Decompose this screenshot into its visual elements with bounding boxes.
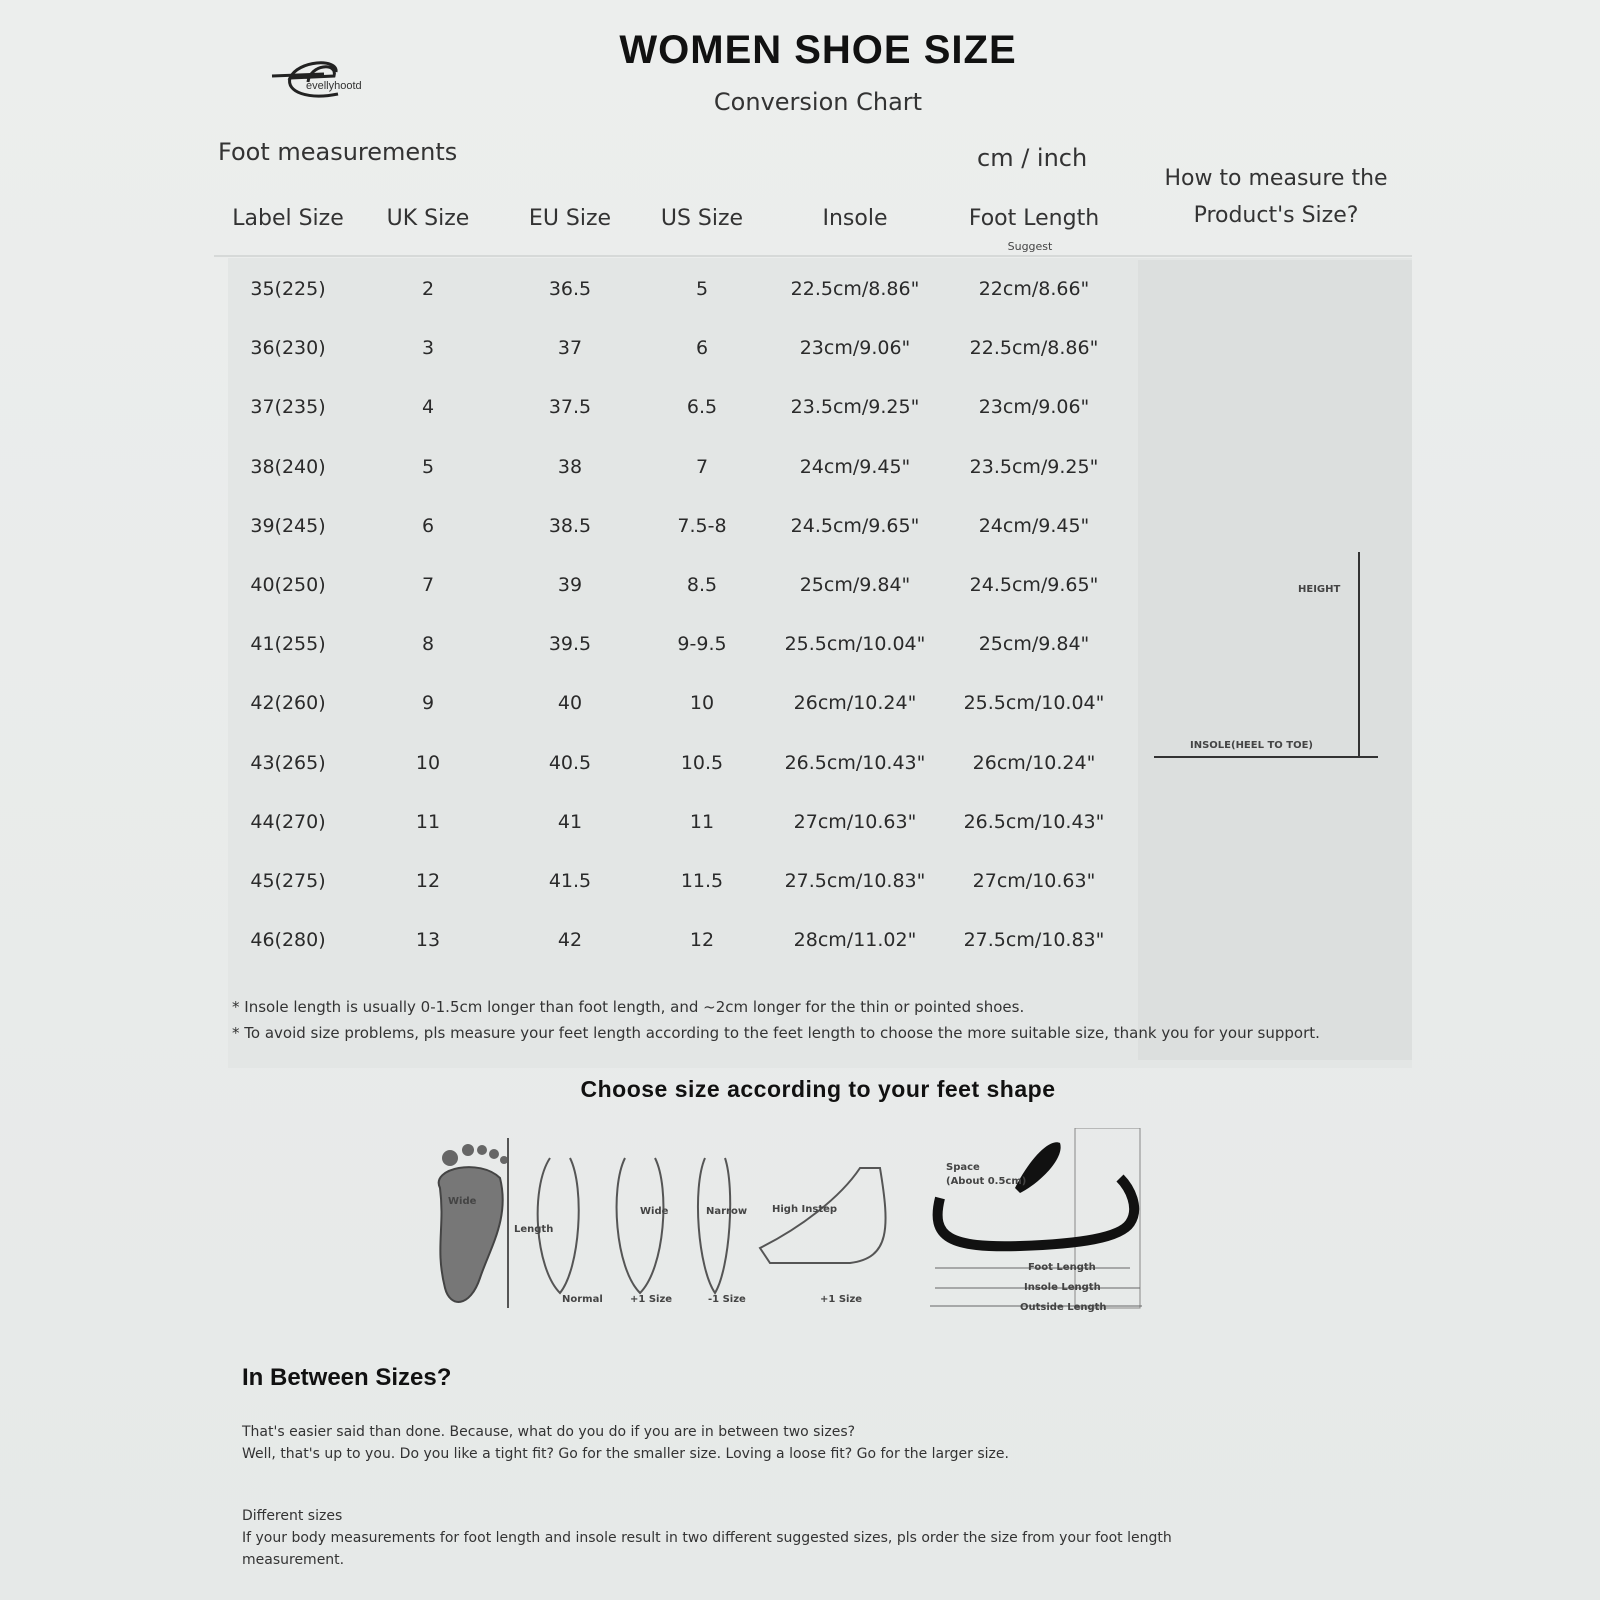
cell-foot-length: 22cm/8.66" [978, 278, 1090, 300]
table-row [0, 456, 1600, 496]
feet-label-narrow: Narrow [706, 1206, 748, 1217]
cell-label-size: 44(270) [250, 810, 326, 833]
cell-label-size: 43(265) [250, 751, 326, 774]
cell-uk-size: 5 [421, 455, 435, 478]
table-row [0, 515, 1600, 555]
cell-eu-size: 36.5 [548, 278, 592, 300]
cell-foot-length: 24.5cm/9.65" [969, 574, 1099, 596]
cell-foot-length: 27cm/10.63" [972, 870, 1096, 892]
cell-uk-size: 13 [415, 929, 441, 952]
cell-insole: 24cm/9.45" [799, 455, 911, 478]
cell-label-size: 36(230) [250, 337, 326, 360]
feet-shape-heading: Choose size according to your feet shape [580, 1076, 1056, 1102]
cell-label-size: 45(275) [250, 870, 326, 892]
cell-label-size: 38(240) [250, 455, 326, 478]
different-sizes-line-1: If your body measurements for foot length and insole result in two different suggested sizes, pls order the size from your foot length [242, 1530, 1172, 1546]
table-row [0, 811, 1600, 851]
suggest-label: Suggest [1007, 240, 1053, 253]
cell-eu-size: 37 [557, 337, 583, 360]
height-label: HEIGHT [1298, 584, 1341, 595]
howto-line-2: Product's Size? [1193, 203, 1359, 228]
feet-label-plus1-b: +1 Size [820, 1294, 863, 1305]
unit-label: cm / inch [977, 144, 1088, 172]
table-row [0, 633, 1600, 673]
different-sizes-line-2: measurement. [242, 1552, 345, 1568]
cell-eu-size: 40.5 [548, 751, 592, 774]
cell-uk-size: 12 [415, 870, 441, 892]
cell-uk-size: 9 [421, 692, 435, 715]
cell-insole: 24.5cm/9.65" [790, 514, 920, 537]
cell-insole: 27cm/10.63" [793, 810, 917, 833]
cell-us-size: 5 [695, 278, 709, 300]
feet-label-high-instep: High Instep [772, 1204, 838, 1215]
cell-label-size: 46(280) [250, 929, 326, 952]
cell-us-size: 6.5 [686, 396, 718, 419]
cell-us-size: 12 [689, 929, 715, 952]
header-foot-length: Foot Length [968, 206, 1100, 231]
cell-foot-length: 25.5cm/10.04" [963, 692, 1105, 715]
howto-line-1: How to measure the [1164, 166, 1388, 191]
cell-us-size: 10 [689, 692, 715, 715]
table-row [0, 929, 1600, 969]
feet-label-space: Space [946, 1162, 980, 1173]
cell-eu-size: 42 [557, 929, 583, 952]
note-1: * Insole length is usually 0-1.5cm longer than foot length, and ~2cm longer for the thin or pointed shoes. [232, 998, 1025, 1016]
cell-insole: 23cm/9.06" [799, 337, 911, 360]
table-row [0, 574, 1600, 614]
cell-uk-size: 10 [415, 751, 441, 774]
cell-us-size: 7 [695, 455, 709, 478]
cell-foot-length: 26cm/10.24" [972, 751, 1096, 774]
feet-label-minus1: -1 Size [708, 1294, 746, 1305]
table-row [0, 692, 1600, 732]
cell-label-size: 39(245) [250, 514, 326, 537]
header-divider [214, 255, 1412, 257]
cell-insole: 28cm/11.02" [793, 929, 917, 952]
note-2: * To avoid size problems, pls measure your feet length according to the feet length to choose the more suitable size, thank you for your support. [232, 1024, 1320, 1042]
cell-foot-length: 25cm/9.84" [978, 633, 1090, 656]
cell-foot-length: 26.5cm/10.43" [963, 810, 1105, 833]
cell-eu-size: 41.5 [548, 870, 592, 892]
header-us-size: US Size [660, 206, 744, 231]
cell-insole: 22.5cm/8.86" [790, 278, 920, 300]
cell-label-size: 35(225) [250, 278, 326, 300]
cell-us-size: 7.5-8 [677, 514, 727, 537]
insole-label: INSOLE(HEEL TO TOE) [1190, 740, 1313, 751]
cell-label-size: 41(255) [250, 633, 326, 656]
cell-foot-length: 22.5cm/8.86" [969, 337, 1099, 360]
header-insole: Insole [822, 206, 888, 231]
in-between-line-1: That's easier said than done. Because, what do you do if you are in between two sizes? [242, 1424, 856, 1440]
cell-insole: 23.5cm/9.25" [790, 396, 920, 419]
cell-foot-length: 27.5cm/10.83" [963, 929, 1105, 952]
cell-uk-size: 4 [421, 396, 435, 419]
header-eu-size: EU Size [528, 206, 612, 231]
header-uk-size: UK Size [386, 206, 470, 231]
cell-insole: 25.5cm/10.04" [784, 633, 926, 656]
cell-eu-size: 37.5 [548, 396, 592, 419]
feet-label-foot-length: Foot Length [1028, 1262, 1096, 1273]
cell-us-size: 6 [695, 337, 709, 360]
cell-uk-size: 3 [421, 337, 435, 360]
cell-uk-size: 6 [421, 514, 435, 537]
different-sizes-heading: Different sizes [242, 1508, 343, 1524]
insole-axis [1154, 756, 1378, 758]
cell-us-size: 10.5 [680, 751, 724, 774]
feet-label-wide-2: Wide [640, 1206, 669, 1217]
feet-label-wide: Wide [448, 1196, 477, 1207]
cell-insole: 25cm/9.84" [799, 574, 911, 596]
cell-label-size: 42(260) [250, 692, 326, 715]
cell-insole: 26.5cm/10.43" [784, 751, 926, 774]
feet-label-outside-length: Outside Length [1020, 1302, 1107, 1313]
header-label-size: Label Size [232, 206, 344, 231]
cell-eu-size: 41 [557, 810, 583, 833]
cell-us-size: 9-9.5 [677, 633, 727, 656]
table-row [0, 337, 1600, 377]
table-row [0, 870, 1600, 910]
cell-eu-size: 39.5 [548, 633, 592, 656]
section-label: Foot measurements [218, 138, 458, 166]
cell-uk-size: 7 [421, 574, 435, 596]
cell-foot-length: 23.5cm/9.25" [969, 455, 1099, 478]
in-between-line-2: Well, that's up to you. Do you like a tight fit? Go for the smaller size. Loving a loose fit? Go for the larger size. [242, 1446, 1009, 1462]
cell-uk-size: 8 [421, 633, 435, 656]
cell-eu-size: 38.5 [548, 514, 592, 537]
cell-insole: 26cm/10.24" [793, 692, 917, 715]
in-between-heading: In Between Sizes? [242, 1364, 452, 1391]
cell-us-size: 11.5 [680, 870, 724, 892]
cell-eu-size: 38 [557, 455, 583, 478]
feet-label-insole-length: Insole Length [1024, 1282, 1101, 1293]
table-row [0, 278, 1600, 318]
cell-us-size: 8.5 [686, 574, 718, 596]
howto-heading [1146, 160, 1406, 234]
table-row [0, 396, 1600, 436]
brand-name: evellyhootd [306, 80, 362, 92]
feet-label-plus1: +1 Size [630, 1294, 673, 1305]
cell-label-size: 37(235) [250, 396, 326, 419]
cell-eu-size: 39 [557, 574, 583, 596]
cell-uk-size: 11 [415, 810, 441, 833]
cell-foot-length: 24cm/9.45" [978, 514, 1090, 537]
page-title: WOMEN SHOE SIZE [619, 28, 1017, 72]
page-subtitle: Conversion Chart [713, 88, 923, 116]
cell-uk-size: 2 [421, 278, 435, 300]
feet-label-length: Length [514, 1224, 554, 1235]
cell-insole: 27.5cm/10.83" [784, 870, 926, 892]
cell-eu-size: 40 [557, 692, 583, 715]
cell-foot-length: 23cm/9.06" [978, 396, 1090, 419]
cell-label-size: 40(250) [250, 574, 326, 596]
height-axis [1358, 552, 1360, 758]
feet-label-normal: Normal [562, 1294, 603, 1305]
cell-us-size: 11 [689, 810, 715, 833]
feet-label-space-sub: (About 0.5cm) [946, 1176, 1027, 1187]
